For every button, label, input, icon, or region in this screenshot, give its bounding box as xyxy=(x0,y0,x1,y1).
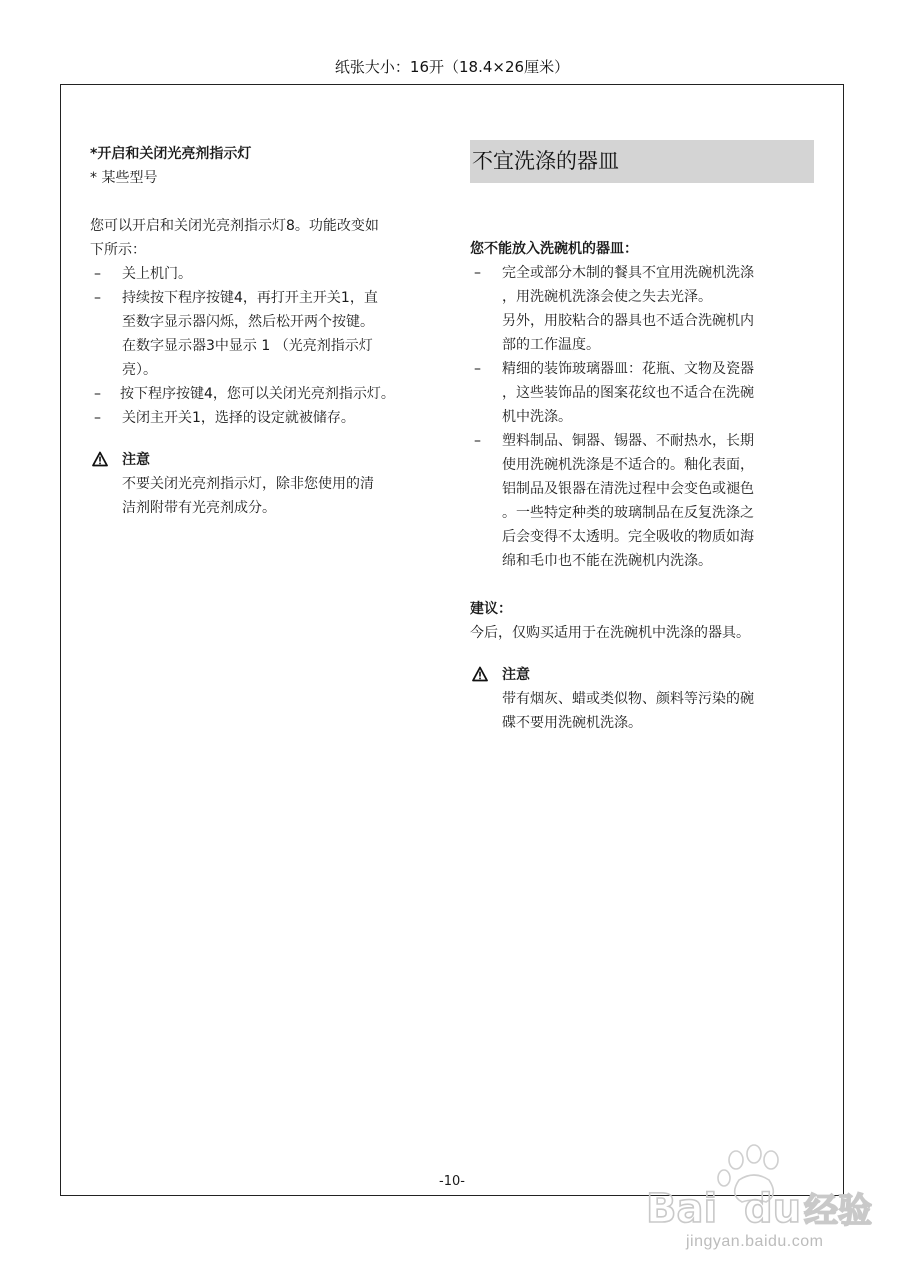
svg-text:Bai: Bai xyxy=(646,1186,718,1232)
svg-text:经验: 经验 xyxy=(804,1191,872,1231)
item-3-line-6: 绵和毛巾也不能在洗碗机内洗涤。 xyxy=(502,553,712,569)
unsuitable-item-3 xyxy=(470,429,814,573)
step-2 xyxy=(90,286,442,382)
left-note-title: 注意 xyxy=(122,452,150,468)
unsuitable-subheading: 您不能放入洗碗机的器皿： xyxy=(470,241,638,257)
right-column xyxy=(470,140,814,735)
step-3-line-1: 按下程序按键4，您可以关闭光亮剂指示灯。 xyxy=(120,386,395,402)
rinse-indicator-subtitle: * 某些型号 xyxy=(90,170,158,186)
item-3-line-3: 铝制品及银器在清洗过程中会变色或褪色 xyxy=(502,481,754,497)
step-4 xyxy=(90,406,442,430)
right-note-title: 注意 xyxy=(502,667,530,683)
right-note-body xyxy=(470,687,814,735)
item-3-line-4: 。一些特定种类的玻璃制品在反复洗涤之 xyxy=(502,505,754,521)
right-note-heading xyxy=(470,663,814,687)
step-2-line-4: 亮）。 xyxy=(122,362,157,378)
dash-bullet: – xyxy=(474,433,481,449)
step-2-line-2: 至数字显示器闪烁，然后松开两个按键。 xyxy=(122,314,374,330)
right-note-line-1: 带有烟灰、蜡或类似物、颜料等污染的碗 xyxy=(502,691,754,707)
step-4-line-1: 关闭主开关1，选择的设定就被储存。 xyxy=(122,410,355,426)
left-note-heading xyxy=(90,448,442,472)
item-1-line-1: 完全或部分木制的餐具不宜用洗碗机洗涤 xyxy=(502,265,754,281)
left-note-body xyxy=(90,472,442,520)
paper-size-header: 纸张大小：16开（18.4×26厘米） xyxy=(334,58,570,76)
step-1 xyxy=(90,262,442,286)
step-2-line-1: 持续按下程序按键4，再打开主开关1，直 xyxy=(122,290,378,306)
baidu-paw-logo xyxy=(644,1140,894,1235)
unsuitable-item-2 xyxy=(470,357,814,429)
advice-text: 今后，仅购买适用于在洗碗机中洗涤的器具。 xyxy=(470,625,750,641)
advice-title: 建议： xyxy=(470,601,512,617)
step-3 xyxy=(90,382,442,406)
right-note-line-2: 碟不要用洗碗机洗涤。 xyxy=(502,715,642,731)
dash-bullet: – xyxy=(474,265,481,281)
item-2-line-1: 精细的装饰玻璃器皿：花瓶、文物及瓷器 xyxy=(502,361,754,377)
item-2-line-3: 机中洗涤。 xyxy=(502,409,572,425)
item-1-line-3: 另外，用胶粘合的器具也不适合洗碗机内 xyxy=(502,313,754,329)
intro-line-1: 您可以开启和关闭光亮剂指示灯8。功能改变如 xyxy=(90,218,379,234)
left-note-line-2: 洁剂附带有光亮剂成分。 xyxy=(122,500,276,516)
item-2-line-2: ，这些装饰品的图案花纹也不适合在洗碗 xyxy=(502,385,754,401)
baidu-jingyan-watermark xyxy=(644,1140,894,1270)
item-1-line-4: 部的工作温度。 xyxy=(502,337,600,353)
dash-bullet: – xyxy=(94,410,101,426)
item-3-line-2: 使用洗碗机洗涤是不适合的。釉化表面， xyxy=(502,457,754,473)
dash-bullet: – xyxy=(94,386,101,402)
item-1-line-2: ，用洗碗机洗涤会使之失去光泽。 xyxy=(502,289,712,305)
step-2-line-3: 在数字显示器3中显示 1 （光亮剂指示灯 xyxy=(122,338,373,354)
warning-triangle-icon xyxy=(472,666,488,682)
warning-triangle-icon xyxy=(92,451,108,467)
page-number: -10- xyxy=(439,1174,465,1189)
section-title: 不宜洗涤的器皿 xyxy=(470,140,814,183)
item-3-line-1: 塑料制品、铜器、锡器、不耐热水，长期 xyxy=(502,433,754,449)
svg-text:du: du xyxy=(744,1186,802,1232)
step-1-line-1: 关上机门。 xyxy=(122,266,192,282)
left-note-line-1: 不要关闭光亮剂指示灯，除非您使用的清 xyxy=(122,476,374,492)
dash-bullet: – xyxy=(474,361,481,377)
dash-bullet: – xyxy=(94,290,101,306)
intro-line-2: 下所示： xyxy=(90,242,146,258)
item-3-line-5: 后会变得不太透明。完全吸收的物质如海 xyxy=(502,529,754,545)
unsuitable-item-1 xyxy=(470,261,814,357)
watermark-url: jingyan.baidu.com xyxy=(686,1233,824,1250)
rinse-indicator-title: *开启和关闭光亮剂指示灯 xyxy=(90,146,252,162)
left-column xyxy=(90,142,442,520)
dash-bullet: – xyxy=(94,266,101,282)
